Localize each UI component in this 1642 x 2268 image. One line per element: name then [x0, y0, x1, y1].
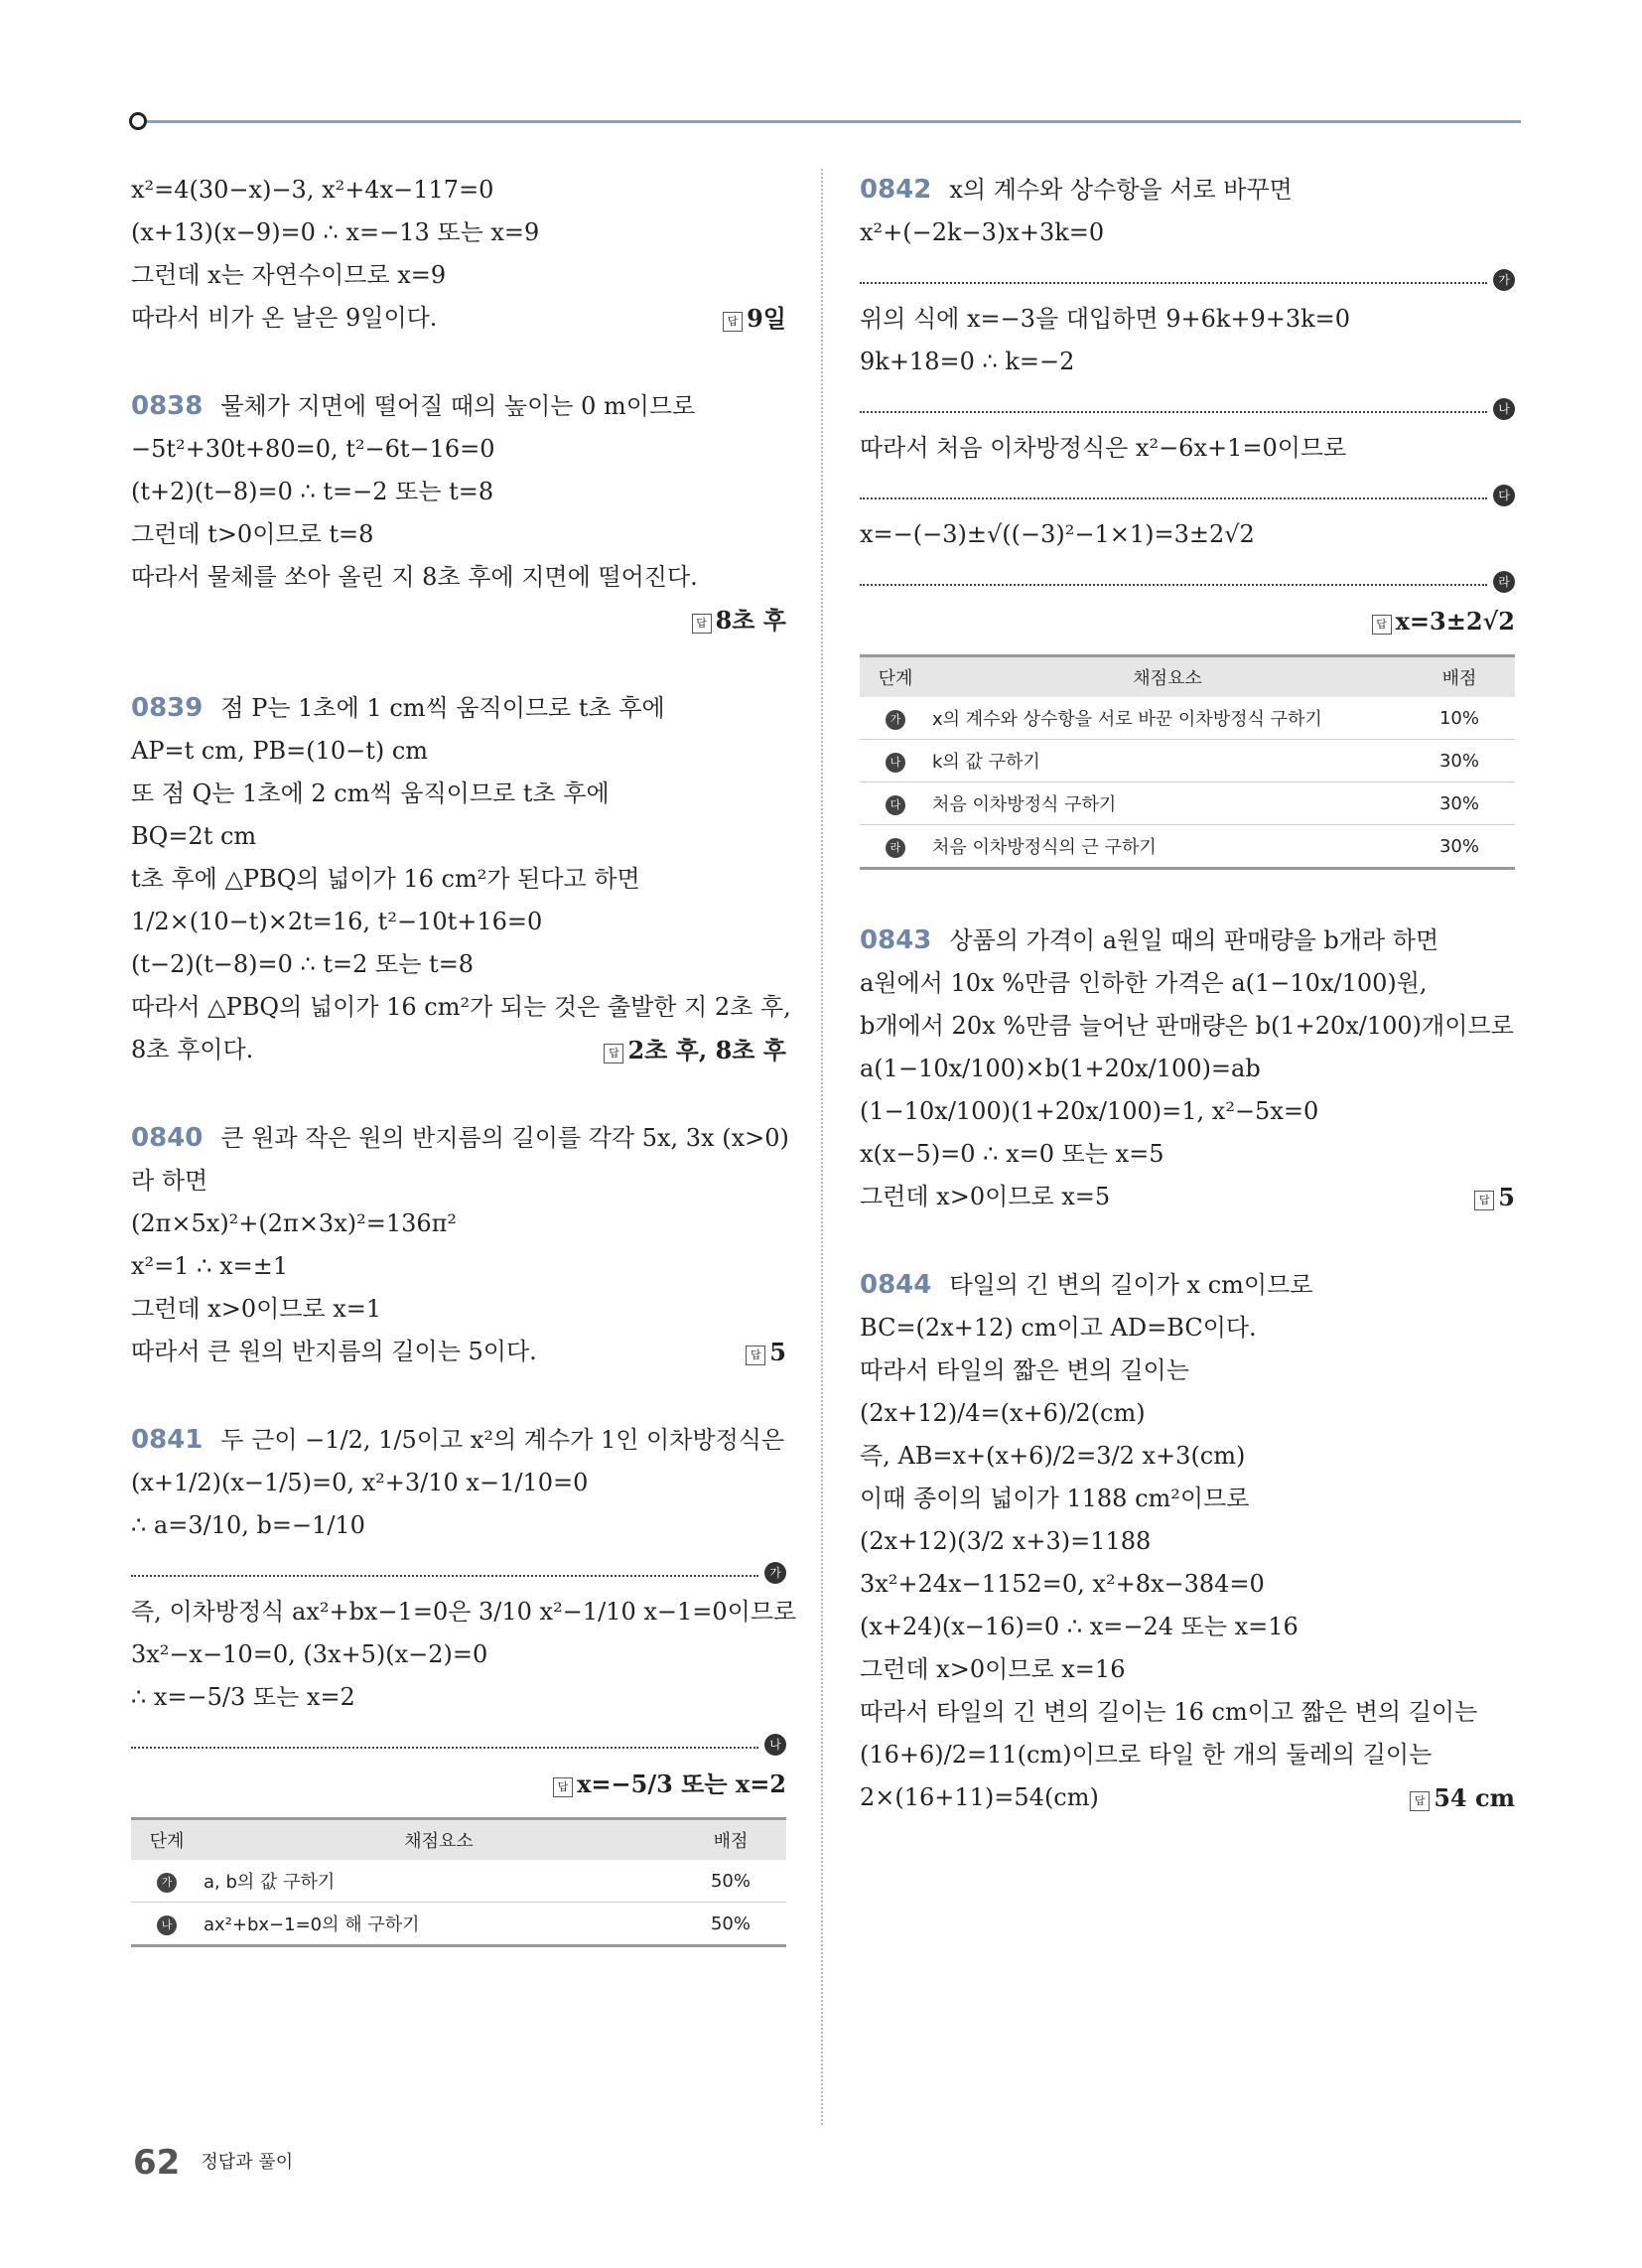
right-column	[860, 169, 1515, 1819]
answer	[604, 1029, 786, 1071]
solution-line	[860, 1349, 1515, 1392]
page-label: 정답과 풀이	[201, 2152, 294, 2173]
line-text	[860, 212, 1104, 254]
solution-line	[860, 1176, 1515, 1218]
answer-text: x=−5/3 또는 x=2	[577, 1770, 786, 1798]
line-text	[131, 773, 610, 815]
table-header-cell: 채점요소	[203, 1819, 675, 1861]
line-content: a(1−10x/100)×b(1+20x/100)=ab	[860, 1055, 1261, 1082]
answer-text: 54 cm	[1434, 1783, 1515, 1812]
problem-header	[131, 385, 786, 428]
top-rule	[139, 120, 1521, 123]
line-content: 점 P는 1초에 1 cm씩 움직이므로 t초 후에	[220, 694, 665, 722]
line-text	[860, 1307, 1257, 1349]
step-marker: 나	[764, 1734, 786, 1756]
line-content: ∴ a=3/10, b=−1/10	[131, 1511, 365, 1539]
problem-number: 0844	[860, 1270, 932, 1300]
solution-line	[131, 773, 786, 815]
line-text	[131, 901, 542, 943]
line-text	[860, 1133, 1164, 1176]
line-content: 따라서 큰 원의 반지름의 길이는 5이다.	[131, 1338, 537, 1365]
solution-line	[131, 428, 786, 471]
solution-line	[131, 254, 786, 297]
line-content: 즉, 이차방정식 ax²+bx−1=0은 3/10 x²−1/10 x−1=0이므로	[131, 1598, 797, 1626]
line-content: a원에서 10x %만큼 인하한 가격은 a(1−10x/100)원,	[860, 969, 1428, 997]
step-marker: 가	[1493, 269, 1515, 291]
line-content: 따라서 비가 온 날은 9일이다.	[131, 304, 438, 332]
line-text	[131, 471, 493, 513]
table-row	[131, 1903, 786, 1946]
line-text	[131, 385, 695, 428]
line-content: 따라서 처음 이차방정식은 x²−6x+1=0이므로	[860, 434, 1347, 462]
line-text	[860, 427, 1346, 470]
line-text	[131, 1504, 365, 1547]
line-content: 따라서 물체를 쏘아 올린 지 8초 후에 지면에 떨어진다.	[131, 563, 698, 591]
step-marker: 라	[886, 838, 905, 858]
line-content: 즉, AB=x+(x+6)/2=3/2 x+3(cm)	[860, 1442, 1246, 1470]
step-divider	[860, 391, 1510, 416]
answer-text: x=3±2√2	[1395, 607, 1515, 636]
solution-line	[860, 1005, 1515, 1048]
table-header-row	[860, 656, 1515, 698]
line-content: 그런데 x>0이므로 x=16	[860, 1655, 1126, 1683]
problem-number: 0841	[131, 1425, 204, 1455]
line-text	[860, 1264, 1312, 1307]
line-content: 타일의 긴 변의 길이가 x cm이므로	[949, 1271, 1313, 1299]
answer-mark: 답	[1474, 1191, 1494, 1210]
solution-line	[131, 1203, 786, 1245]
line-content: x²+(−2k−3)x+3k=0	[860, 218, 1105, 246]
line-text	[131, 556, 698, 599]
line-content: (x+1/2)(x−1/5)=0, x²+3/10 x−1/10=0	[131, 1469, 589, 1496]
problem-header	[860, 169, 1515, 212]
line-text	[860, 1776, 1099, 1819]
answer	[1410, 1776, 1515, 1819]
step-marker: 가	[886, 710, 905, 730]
line-text	[860, 1734, 1432, 1776]
answer-text: 5	[769, 1338, 786, 1366]
answer-mark: 답	[723, 312, 743, 332]
line-content: x(x−5)=0 ∴ x=0 또는 x=5	[860, 1140, 1164, 1168]
solution-line	[860, 1606, 1515, 1648]
line-text	[860, 1435, 1245, 1478]
line-content: (1−10x/100)(1+20x/100)=1, x²−5x=0	[860, 1097, 1319, 1125]
step-marker: 라	[1493, 571, 1515, 593]
line-content: 또 점 Q는 1초에 2 cm씩 움직이므로 t초 후에	[131, 780, 610, 807]
line-text	[131, 1331, 537, 1373]
line-text	[131, 1203, 457, 1245]
line-content: 이때 종이의 넓이가 1188 cm²이므로	[860, 1485, 1250, 1512]
line-text	[860, 298, 1350, 341]
line-content: BQ=2t cm	[131, 822, 257, 850]
left-score-table	[131, 1817, 786, 1947]
solution-line	[860, 1392, 1515, 1435]
solution-line	[860, 1734, 1515, 1776]
table-header-row	[131, 1819, 786, 1861]
line-text	[131, 169, 493, 212]
section-gap	[131, 340, 786, 385]
left-lines	[131, 169, 797, 1805]
step-cell	[860, 740, 931, 782]
page-footer	[133, 2143, 293, 2183]
line-content: 따라서 타일의 짧은 변의 길이는	[860, 1356, 1189, 1384]
problem-number: 0840	[131, 1123, 204, 1153]
solution-line	[131, 1591, 797, 1633]
solution-line	[860, 1090, 1515, 1133]
step-divider	[860, 564, 1510, 589]
line-content: 물체가 지면에 떨어질 때의 높이는 0 m이므로	[220, 392, 696, 420]
score-cell: 30%	[1404, 740, 1515, 782]
top-rule-dot	[129, 112, 147, 130]
problem-number: 0842	[860, 175, 932, 205]
solution-line	[860, 298, 1515, 341]
table-header-cell: 배점	[675, 1819, 786, 1861]
right-score-table	[860, 654, 1515, 870]
line-content: (t−2)(t−8)=0 ∴ t=2 또는 t=8	[131, 950, 475, 978]
line-text	[131, 1117, 789, 1160]
line-text	[860, 341, 1074, 383]
score-cell: 10%	[1404, 697, 1515, 740]
problem-number: 0843	[860, 925, 932, 955]
step-cell	[131, 1860, 203, 1903]
line-content: 큰 원과 작은 원의 반지름의 길이를 각각 5x, 3x (x>0)	[220, 1124, 789, 1152]
solution-line	[860, 1520, 1515, 1563]
table-row	[860, 697, 1515, 740]
solution-line	[131, 556, 786, 599]
line-content: (x+24)(x−16)=0 ∴ x=−24 또는 x=16	[860, 1613, 1299, 1640]
line-text	[131, 943, 474, 986]
line-text	[131, 986, 791, 1029]
problem-header	[860, 1264, 1515, 1307]
step-cell	[860, 782, 931, 825]
solution-line	[131, 986, 791, 1029]
line-text	[860, 1478, 1249, 1520]
answer-mark: 답	[1372, 615, 1392, 635]
table-header-cell: 단계	[860, 656, 931, 698]
solution-line	[860, 513, 1515, 556]
step-cell	[860, 825, 931, 869]
answer	[860, 600, 1515, 642]
line-content: 9k+18=0 ∴ k=−2	[860, 348, 1075, 375]
step-divider	[131, 1727, 781, 1752]
line-content: AP=t cm, PB=(10−t) cm	[131, 737, 429, 765]
answer	[131, 599, 786, 641]
criteria-cell: x의 계수와 상수항을 서로 바꾼 이차방정식 구하기	[931, 697, 1404, 740]
line-content: BC=(2x+12) cm이고 AD=BC이다.	[860, 1314, 1257, 1342]
problem-header	[131, 1117, 789, 1160]
section-gap	[860, 1218, 1515, 1264]
line-text	[131, 1419, 784, 1462]
problem-header	[131, 1419, 786, 1462]
line-content: 따라서 타일의 긴 변의 길이는 16 cm이고 짧은 변의 길이는	[860, 1698, 1478, 1726]
answer	[131, 1763, 786, 1805]
solution-line	[860, 1478, 1515, 1520]
line-text	[131, 815, 256, 858]
line-text	[131, 1591, 796, 1633]
solution-line	[131, 471, 786, 513]
line-text	[860, 1349, 1189, 1392]
answer	[723, 297, 786, 340]
solution-line	[131, 1160, 786, 1203]
step-marker: 다	[886, 795, 905, 815]
step-marker: 나	[1493, 398, 1515, 420]
solution-line	[131, 1245, 786, 1288]
solution-line	[860, 1776, 1515, 1819]
step-divider	[131, 1555, 781, 1580]
problem-number: 0838	[131, 391, 204, 421]
answer-mark: 답	[746, 1346, 765, 1365]
line-text	[131, 513, 373, 556]
step-marker: 다	[1493, 485, 1515, 506]
answer-text: 8초 후	[715, 606, 786, 635]
table-header-cell: 채점요소	[931, 656, 1404, 698]
answer-mark: 답	[692, 614, 712, 634]
line-content: 2×(16+11)=54(cm)	[860, 1783, 1099, 1811]
line-text	[131, 858, 640, 901]
line-content: 3x²−x−10=0, (3x+5)(x−2)=0	[131, 1640, 488, 1668]
line-content: 두 근이 −1/2, 1/5이고 x²의 계수가 1인 이차방정식은	[220, 1426, 785, 1454]
right-lines	[860, 169, 1515, 642]
line-content: 상품의 가격이 a원일 때의 판매량을 b개라 하면	[949, 926, 1439, 954]
line-content: 그런데 x>0이므로 x=1	[131, 1295, 382, 1323]
step-divider	[860, 478, 1510, 502]
line-content: 그런데 x는 자연수이므로 x=9	[131, 261, 447, 289]
line-text	[131, 1288, 381, 1331]
line-text	[860, 962, 1428, 1005]
line-content: 따라서 △PBQ의 넓이가 16 cm²가 되는 것은 출발한 지 2초 후,	[131, 993, 791, 1021]
solution-line	[131, 513, 786, 556]
line-text	[860, 1520, 1151, 1563]
criteria-cell: k의 값 구하기	[931, 740, 1404, 782]
line-content: ∴ x=−5/3 또는 x=2	[131, 1683, 355, 1711]
table-header-cell: 배점	[1404, 656, 1515, 698]
table-row	[131, 1860, 786, 1903]
solution-line	[131, 1029, 786, 1071]
line-content: 위의 식에 x=−3을 대입하면 9+6k+9+3k=0	[860, 305, 1351, 333]
line-text	[860, 1392, 1146, 1435]
line-content: x=−(−3)±√((−3)²−1×1)=3±2√2	[860, 520, 1255, 548]
line-content: b개에서 20x %만큼 늘어난 판매량은 b(1+20x/100)개이므로	[860, 1012, 1514, 1040]
line-text	[131, 1633, 487, 1676]
problem-header	[860, 920, 1515, 962]
line-content: 1/2×(10−t)×2t=16, t²−10t+16=0	[131, 908, 543, 935]
left-column	[131, 169, 797, 1947]
criteria-cell: ax²+bx−1=0의 해 구하기	[203, 1903, 675, 1946]
line-content: t초 후에 △PBQ의 넓이가 16 cm²가 된다고 하면	[131, 865, 640, 893]
criteria-cell: 처음 이차방정식의 근 구하기	[931, 825, 1404, 869]
line-text	[860, 920, 1438, 962]
solution-line	[860, 1648, 1515, 1691]
answer	[1474, 1176, 1515, 1218]
table-header-cell: 단계	[131, 1819, 203, 1861]
line-text	[131, 297, 437, 340]
solution-line	[131, 1462, 786, 1504]
score-cell: 30%	[1404, 825, 1515, 869]
line-text	[131, 212, 539, 254]
solution-line	[860, 341, 1515, 383]
solution-line	[131, 943, 786, 986]
solution-line	[131, 169, 786, 212]
solution-line	[860, 962, 1515, 1005]
solution-line	[860, 1691, 1515, 1734]
line-text	[860, 1005, 1514, 1048]
solution-line	[131, 858, 786, 901]
section-gap	[131, 1071, 786, 1117]
step-marker: 가	[157, 1873, 177, 1893]
section-gap	[131, 641, 786, 687]
solution-line	[860, 1563, 1515, 1606]
line-content: (t+2)(t−8)=0 ∴ t=−2 또는 t=8	[131, 478, 494, 505]
line-content: (2π×5x)²+(2π×3x)²=136π²	[131, 1209, 458, 1237]
line-text	[131, 428, 495, 471]
step-marker: 나	[157, 1915, 177, 1935]
solution-line	[131, 1331, 786, 1373]
score-cell: 50%	[675, 1860, 786, 1903]
line-text	[860, 1176, 1110, 1218]
section-gap	[131, 1373, 786, 1419]
solution-line	[131, 730, 786, 773]
score-cell: 50%	[675, 1903, 786, 1946]
line-text	[131, 254, 446, 297]
line-content: 그런데 x>0이므로 x=5	[860, 1183, 1111, 1210]
line-text	[860, 1691, 1477, 1734]
answer-mark: 답	[553, 1777, 573, 1797]
answer-text: 9일	[747, 304, 786, 333]
answer	[746, 1331, 786, 1373]
solution-line	[131, 1504, 786, 1547]
page-number: 62	[133, 2143, 181, 2183]
line-content: (16+6)/2=11(cm)이므로 타일 한 개의 둘레의 길이는	[860, 1741, 1433, 1769]
solution-line	[131, 901, 786, 943]
line-text	[860, 1563, 1265, 1606]
line-text	[860, 513, 1255, 556]
line-content: 라 하면	[131, 1167, 208, 1195]
table-row	[860, 782, 1515, 825]
solution-line	[860, 1307, 1515, 1349]
step-marker: 나	[886, 753, 905, 773]
line-text	[131, 687, 665, 730]
solution-line	[131, 1633, 786, 1676]
solution-line	[860, 1133, 1515, 1176]
table-row	[860, 825, 1515, 869]
line-text	[860, 1090, 1318, 1133]
solution-line	[131, 1676, 786, 1719]
line-text	[860, 169, 1293, 212]
line-content: (2x+12)(3/2 x+3)=1188	[860, 1527, 1152, 1555]
step-cell	[131, 1903, 203, 1946]
solution-line	[860, 1435, 1515, 1478]
solution-line	[131, 815, 786, 858]
line-text	[131, 730, 428, 773]
answer-mark: 답	[604, 1044, 623, 1063]
line-text	[131, 1029, 253, 1071]
line-content: x의 계수와 상수항을 서로 바꾸면	[949, 176, 1293, 204]
solution-line	[131, 297, 786, 340]
answer-text: 2초 후, 8초 후	[627, 1036, 786, 1064]
table-row	[860, 740, 1515, 782]
problem-header	[131, 687, 786, 730]
line-content: x²=1 ∴ x=±1	[131, 1252, 289, 1280]
line-content: 8초 후이다.	[131, 1036, 254, 1063]
line-text	[860, 1606, 1299, 1648]
line-text	[131, 1462, 588, 1504]
answer-mark: 답	[1410, 1791, 1430, 1811]
line-text	[131, 1245, 288, 1288]
line-content: −5t²+30t+80=0, t²−6t−16=0	[131, 435, 495, 463]
solution-line	[860, 212, 1515, 254]
column-divider	[821, 169, 823, 2125]
step-marker: 가	[764, 1562, 786, 1584]
right-lines-2	[860, 920, 1515, 1819]
answer-text: 5	[1498, 1183, 1515, 1211]
line-content: (2x+12)/4=(x+6)/2(cm)	[860, 1399, 1146, 1427]
criteria-cell: 처음 이차방정식 구하기	[931, 782, 1404, 825]
criteria-cell: a, b의 값 구하기	[203, 1860, 675, 1903]
score-cell: 30%	[1404, 782, 1515, 825]
line-content: 3x²+24x−1152=0, x²+8x−384=0	[860, 1570, 1265, 1598]
solution-line	[131, 212, 786, 254]
solution-line	[131, 1288, 786, 1331]
line-text	[131, 1160, 207, 1203]
line-content: x²=4(30−x)−3, x²+4x−117=0	[131, 176, 494, 204]
line-text	[860, 1648, 1125, 1691]
line-text	[860, 1048, 1261, 1090]
problem-number: 0839	[131, 693, 204, 723]
solution-line	[860, 1048, 1515, 1090]
step-divider	[860, 262, 1510, 287]
solution-line	[860, 427, 1515, 470]
line-text	[131, 1676, 355, 1719]
line-content: (x+13)(x−9)=0 ∴ x=−13 또는 x=9	[131, 218, 540, 246]
line-content: 그런데 t>0이므로 t=8	[131, 520, 374, 548]
step-cell	[860, 697, 931, 740]
